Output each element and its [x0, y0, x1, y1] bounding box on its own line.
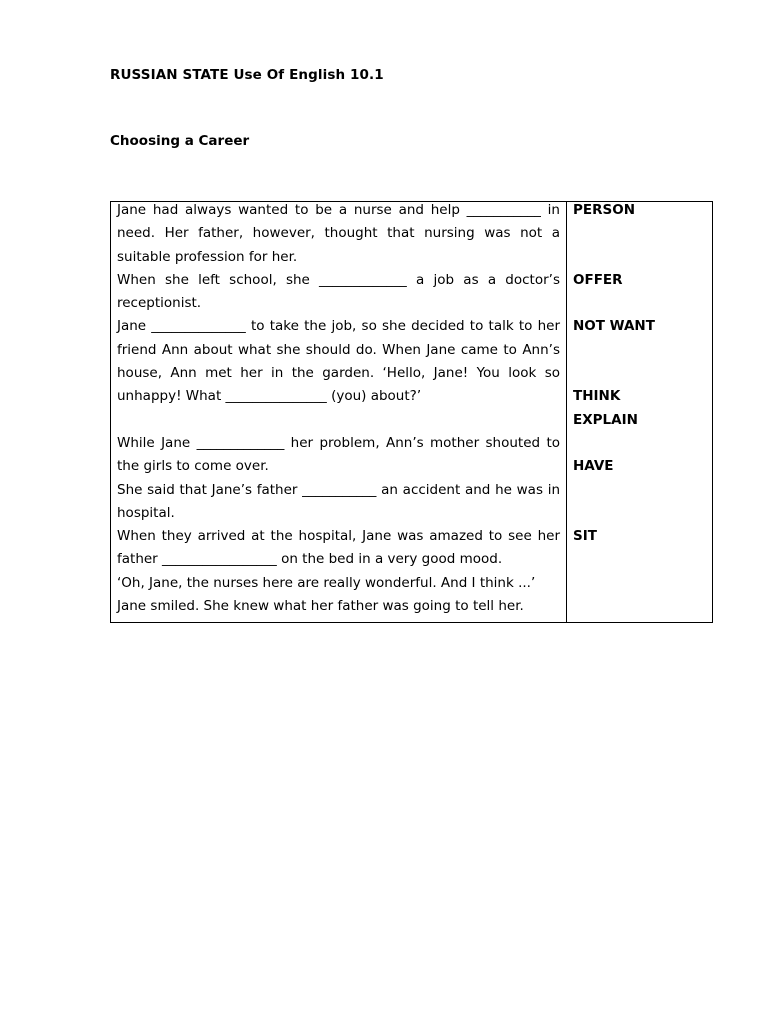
paragraph-8: Jane smiled. She knew what her father was going to tell her. [117, 598, 524, 615]
keyword-offer: OFFER [573, 271, 623, 288]
keyword-spacer [573, 292, 707, 315]
paragraph-6: When they arrived at the hospital, Jane was amazed to see her father _________________ on the bed in a very good mood. [117, 528, 560, 568]
keyword-spacer [573, 595, 707, 618]
keyword-have: HAVE [573, 458, 614, 475]
keyword-spacer [573, 502, 707, 525]
paragraph-1: Jane had always wanted to be a nurse and help ___________ in need. Her father, however, thought that nursing was not a suitable profession for her. [117, 202, 560, 265]
paragraph-3: Jane ______________ to take the job, so she decided to talk to her friend Ann about what she should do. When Jane came to Ann’s house, Ann met her in the garden. ‘Hello, Jane! You look so unhappy! What _______________ (you) about?’ [117, 318, 560, 405]
document-subtitle: Choosing a Career [110, 133, 250, 149]
paragraph-blank [117, 409, 560, 432]
paragraph-7: ‘Oh, Jane, the nurses here are really wonderful. And I think ...’ [117, 574, 536, 591]
keyword-spacer [573, 479, 707, 502]
keyword-spacer [573, 432, 707, 455]
keyword-spacer [573, 572, 707, 595]
exercise-table [110, 201, 713, 623]
column-divider [566, 202, 567, 622]
paragraph-4: While Jane _____________ her problem, Ann’s mother shouted to the girls to come over. [117, 434, 560, 475]
keyword-spacer [573, 339, 707, 362]
keyword-sit: SIT [573, 528, 597, 545]
paragraph-2: When she left school, she _____________ a job as a doctor’s receptionist. [117, 271, 560, 312]
keyword-spacer [573, 362, 707, 385]
keyword-spacer [573, 246, 707, 269]
exercise-text-column [117, 199, 560, 618]
keyword-not-want: NOT WANT [573, 318, 655, 335]
keyword-think: THINK [573, 388, 621, 405]
paragraph-5: She said that Jane’s father ___________ an accident and he was in hospital. [117, 481, 560, 521]
keyword-spacer [573, 548, 707, 571]
document-title: RUSSIAN STATE Use Of English 10.1 [110, 67, 384, 83]
keyword-spacer [573, 222, 707, 245]
keyword-person: PERSON [573, 202, 636, 218]
keyword-column [573, 199, 707, 618]
keyword-explain: EXPLAIN [573, 411, 638, 428]
